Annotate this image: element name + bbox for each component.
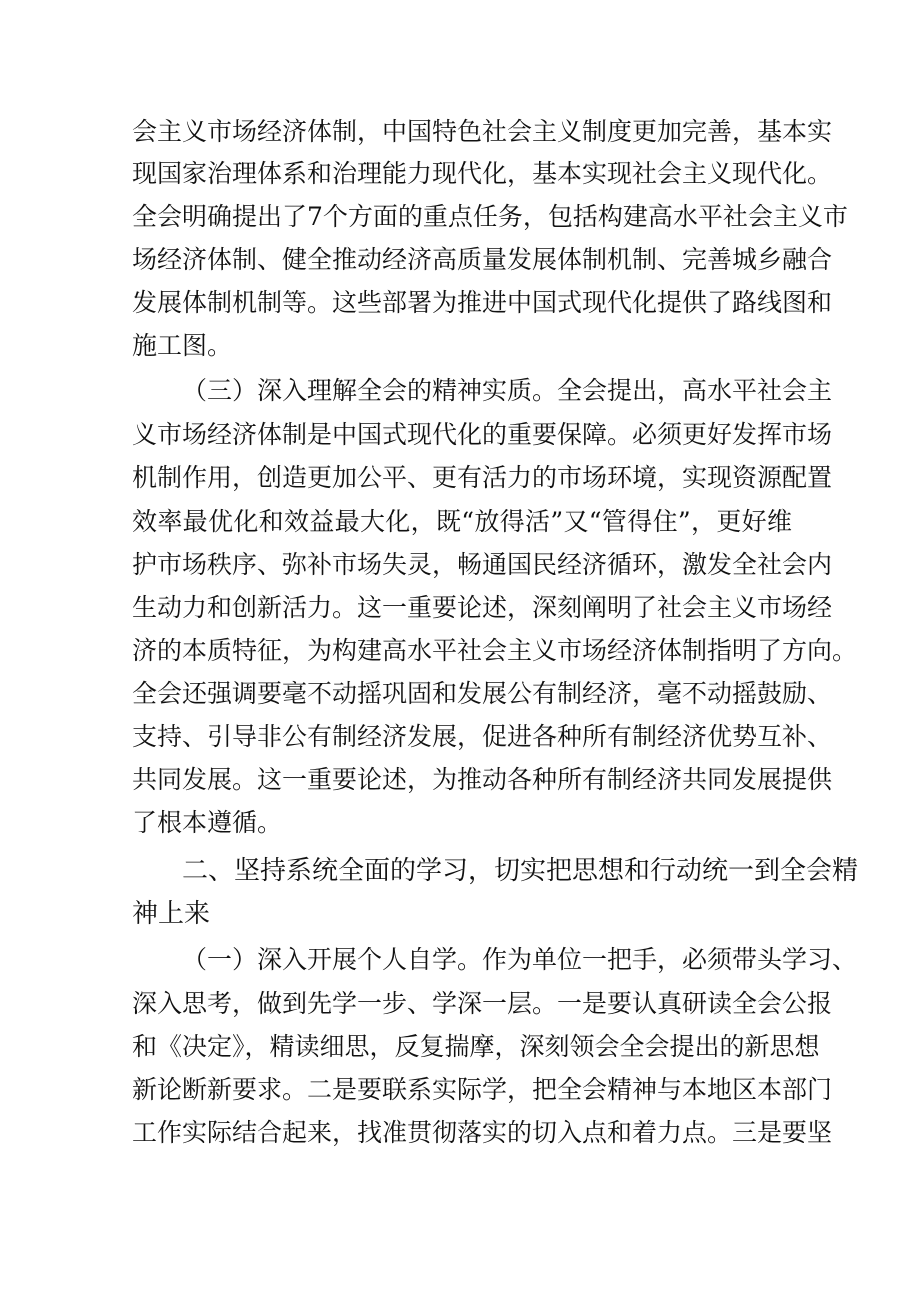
paragraph-2-line-7: 济的本质特征，为构建高水平社会主义市场经济体制指明了方向。 (132, 636, 858, 665)
paragraph-2-line-3: 机制作用，创造更加公平、更有活力的市场环境，实现资源配置 (132, 463, 833, 492)
paragraph-1-line-2: 现国家治理体系和治理能力现代化，基本实现社会主义现代化。 (132, 159, 833, 188)
paragraph-2-line-4: 效率最优化和效益最大化，既“放得活”又“管得住”，更好维 (132, 507, 792, 536)
paragraph-2-line-2: 义市场经济体制是中国式现代化的重要保障。必须更好发挥市场 (132, 420, 833, 449)
paragraph-1-line-3: 全会明确提出了7个方面的重点任务，包括构建高水平社会主义市 (132, 202, 848, 231)
paragraph-1-line-6: 施工图。 (132, 331, 233, 360)
paragraph-2-line-6: 生动力和创新活力。这一重要论述，深刻阐明了社会主义市场经 (132, 593, 833, 622)
paragraph-1-line-5: 发展体制机制等。这些部署为推进中国式现代化提供了路线图和 (132, 288, 833, 317)
section-heading-line-1: 二、坚持系统全面的学习，切实把思想和行动统一到全会精 (182, 856, 859, 886)
paragraph-3-line-3: 和《决定》，精读细思，反复揣摩，深刻领会全会提出的新思想 (132, 1032, 820, 1061)
paragraph-2-line-1: （三）深入理解全会的精神实质。全会提出，高水平社会主 (182, 376, 833, 405)
paragraph-3-line-5: 工作实际结合起来，找准贯彻落实的切入点和着力点。三是要坚 (132, 1118, 833, 1147)
paragraph-1-line-1: 会主义市场经济体制，中国特色社会主义制度更加完善，基本实 (132, 117, 833, 146)
paragraph-2-line-5: 护市场秩序、弥补市场失灵，畅通国民经济循环，激发全社会内 (132, 550, 833, 579)
paragraph-3-line-1: （一）深入开展个人自学。作为单位一把手，必须带头学习、 (182, 945, 858, 974)
section-heading-line-2: 神上来 (132, 899, 211, 929)
paragraph-3-line-4: 新论断新要求。二是要联系实际学，把全会精神与本地区本部门 (132, 1075, 833, 1104)
paragraph-1-line-4: 场经济体制、健全推动经济高质量发展体制机制、完善城乡融合 (132, 245, 833, 274)
paragraph-2-line-9: 支持、引导非公有制经济发展，促进各种所有制经济优势互补、 (132, 722, 833, 751)
paragraph-2-line-10: 共同发展。这一重要论述，为推动各种所有制经济共同发展提供 (132, 765, 833, 794)
paragraph-2-line-8: 全会还强调要毫不动摇巩固和发展公有制经济，毫不动摇鼓励、 (132, 679, 833, 708)
paragraph-3-line-2: 深入思考，做到先学一步、学深一层。一是要认真研读全会公报 (132, 989, 833, 1018)
paragraph-2-line-11: 了根本遵循。 (132, 808, 283, 837)
